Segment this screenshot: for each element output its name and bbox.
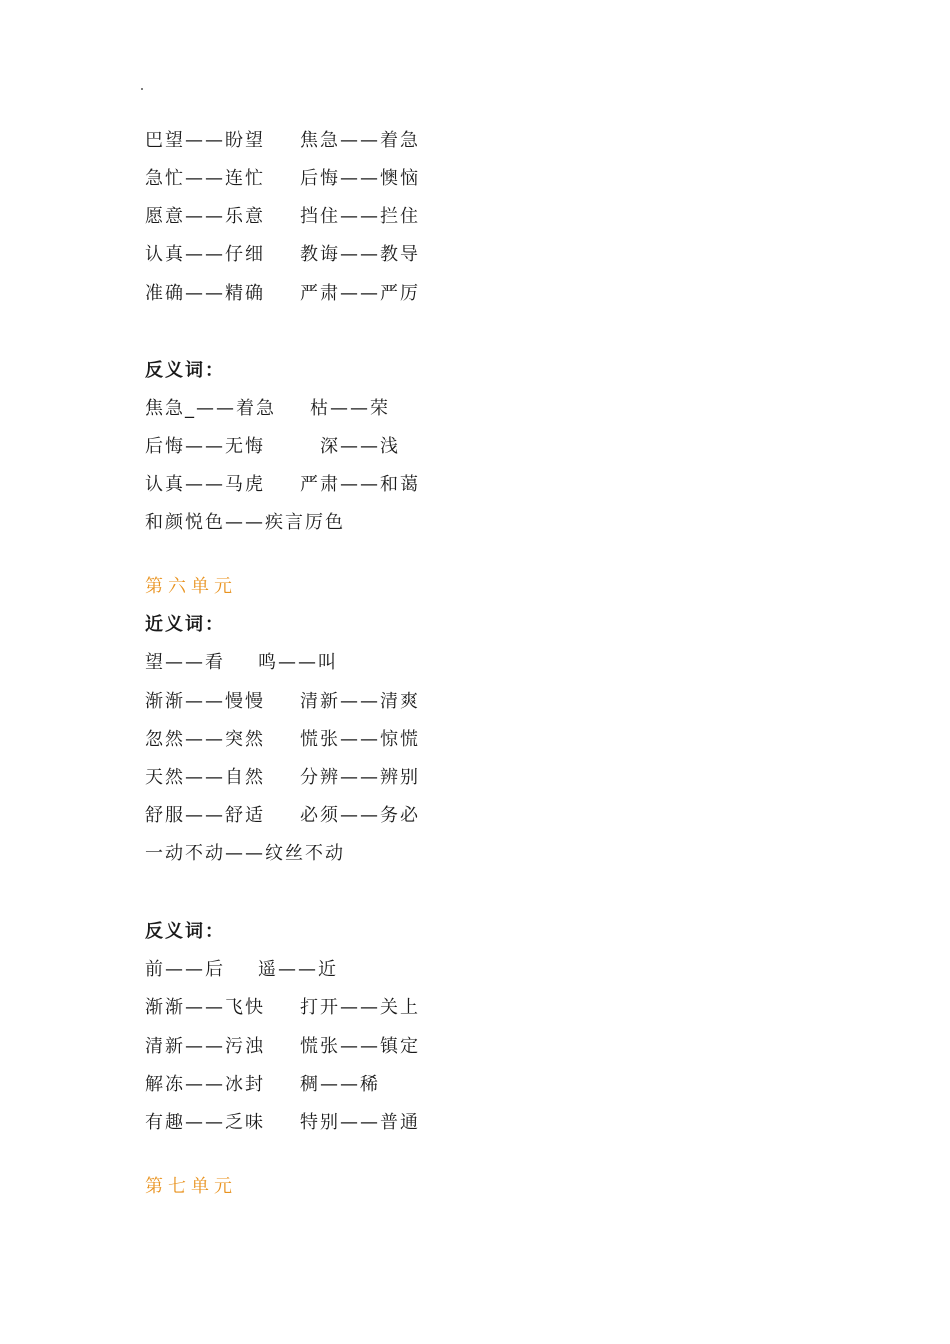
word-pair: 枯——荣 xyxy=(310,398,390,419)
word-pair: 慌张——镇定 xyxy=(300,1036,420,1057)
word-pair-row xyxy=(145,996,420,1020)
word-pair: 稠——稀 xyxy=(300,1074,380,1095)
unit-heading-6: 第六单元 xyxy=(145,576,237,597)
word-pair: 舒服——舒适 xyxy=(145,805,265,826)
word-pair: 深——浅 xyxy=(320,436,400,457)
word-pair: 巴望——盼望 xyxy=(145,130,265,151)
word-pair: 一动不动——纹丝不动 xyxy=(145,843,345,864)
word-pair-row xyxy=(145,842,345,866)
word-pair: 渐渐——慢慢 xyxy=(145,691,265,712)
word-pair: 严肃——严厉 xyxy=(300,283,420,304)
word-pair: 有趣——乏味 xyxy=(145,1112,265,1133)
word-pair-row xyxy=(145,243,420,267)
word-pair: 忽然——突然 xyxy=(145,729,265,750)
word-pair: 准确——精确 xyxy=(145,283,265,304)
word-pair: 严肃——和蔼 xyxy=(300,474,420,495)
word-pair: 愿意——乐意 xyxy=(145,206,265,227)
word-pair-row xyxy=(145,397,390,421)
word-pair: 焦急——着急 xyxy=(300,130,420,151)
word-pair: 清新——污浊 xyxy=(145,1036,265,1057)
word-pair: 认真——仔细 xyxy=(145,244,265,265)
word-pair: 天然——自然 xyxy=(145,767,265,788)
word-pair: 教诲——教导 xyxy=(300,244,420,265)
word-pair: 清新——清爽 xyxy=(300,691,420,712)
page-mark xyxy=(141,88,143,90)
word-pair: 必须——务必 xyxy=(300,805,420,826)
word-pair: 后悔——无悔 xyxy=(145,436,265,457)
word-pair-row xyxy=(145,766,420,790)
word-pair-row xyxy=(145,205,420,229)
word-pair-row xyxy=(145,167,420,191)
word-pair: 分辨——辨别 xyxy=(300,767,420,788)
word-pair-row xyxy=(145,651,338,675)
word-pair-row xyxy=(145,1111,420,1135)
word-pair-row xyxy=(145,435,400,459)
section-heading-antonyms: 反义词： xyxy=(145,921,225,942)
section-heading-antonyms: 反义词： xyxy=(145,360,225,381)
word-pair-row xyxy=(145,958,338,982)
word-pair-row xyxy=(145,282,420,306)
word-pair: 和颜悦色——疾言厉色 xyxy=(145,512,345,533)
word-pair-row xyxy=(145,804,420,828)
word-pair-row xyxy=(145,728,420,752)
word-pair-row xyxy=(145,129,420,153)
word-pair: 挡住——拦住 xyxy=(300,206,420,227)
word-pair: 后悔——懊恼 xyxy=(300,168,420,189)
word-pair-row xyxy=(145,690,420,714)
word-pair: 急忙——连忙 xyxy=(145,168,265,189)
word-pair-row xyxy=(145,473,420,497)
word-pair: 焦急_——着急 xyxy=(145,398,276,419)
word-pair: 认真——马虎 xyxy=(145,474,265,495)
word-pair: 渐渐——飞快 xyxy=(145,997,265,1018)
section-heading-synonyms: 近义词： xyxy=(145,614,225,635)
word-pair: 解冻——冰封 xyxy=(145,1074,265,1095)
word-pair-row xyxy=(145,1073,380,1097)
word-pair: 特别——普通 xyxy=(300,1112,420,1133)
word-pair: 前——后 xyxy=(145,959,225,980)
word-pair: 慌张——惊慌 xyxy=(300,729,420,750)
word-pair: 望——看 xyxy=(145,652,225,673)
unit-heading-7: 第七单元 xyxy=(145,1176,237,1197)
word-pair: 打开——关上 xyxy=(300,997,420,1018)
word-pair-row xyxy=(145,1035,420,1059)
word-pair: 遥——近 xyxy=(258,959,338,980)
word-pair-row xyxy=(145,511,345,535)
word-pair: 鸣——叫 xyxy=(258,652,338,673)
